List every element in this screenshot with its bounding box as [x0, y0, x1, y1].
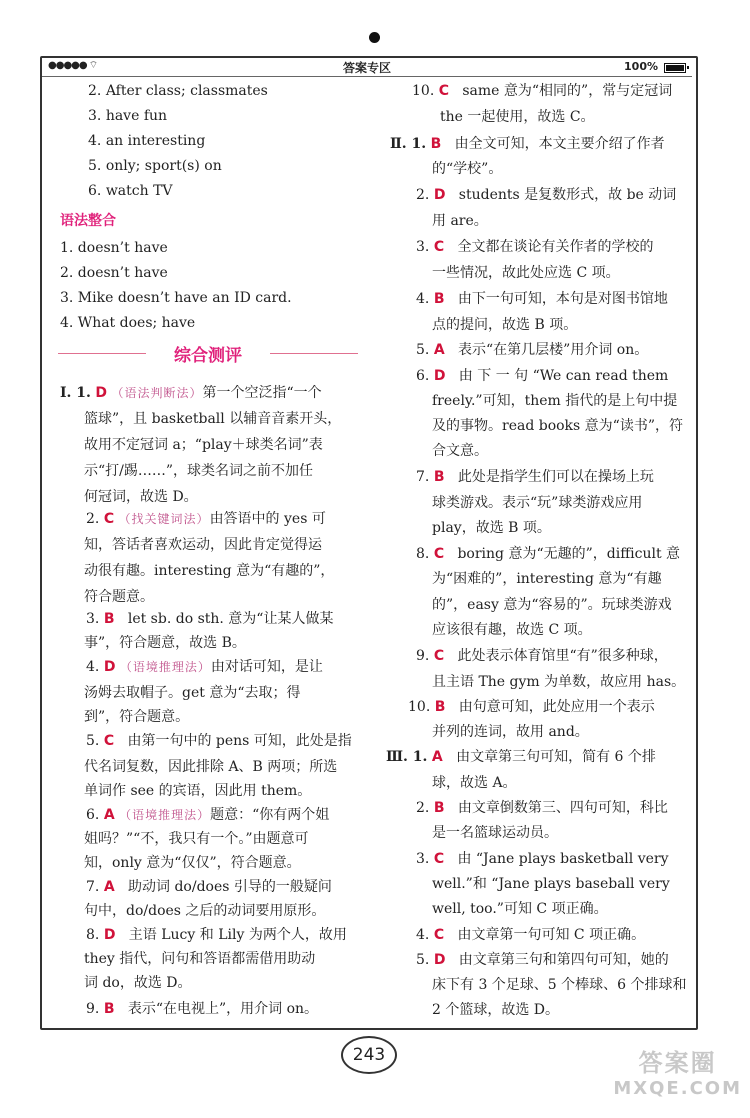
answer-item: 5. D 由文章第三句和第四句可知，她的 [416, 952, 669, 968]
answer-line: the 一起使用，故选 C。 [440, 109, 595, 125]
answer-item: 4. C 由文章第一句可知 C 项正确。 [416, 927, 646, 943]
answer-item: 9. C 此处表示体育馆里“有”很多种球， [416, 648, 668, 664]
answer-line: 合文意。 [432, 443, 488, 459]
answer-line: 知，答话者喜欢运动，因此肯定觉得运 [84, 537, 322, 553]
answer-line: 2 个篮球，故选 D。 [432, 1002, 560, 1018]
answer-line: 且主语 The gym 为单数，故应用 has。 [432, 674, 686, 690]
answer-item: 3. C 由 “Jane plays basketball very [416, 851, 669, 867]
answer-line: 应该很有趣，故选 C 项。 [432, 622, 592, 638]
battery-tip [687, 66, 689, 69]
answer-line: 词 do，故选 D。 [84, 975, 192, 991]
answer-line: 球类游戏。表示“玩”球类游戏应用 [432, 495, 643, 511]
answer-line: 代名词复数，因此排除 A、B 两项；所选 [84, 759, 338, 775]
status-title: 答案专区 [342, 61, 391, 75]
answer-line: 动很有趣。interesting 意为“有趣的”， [84, 563, 335, 579]
list-item: 3. have fun [88, 108, 168, 124]
list-item: 4. What does; have [60, 315, 196, 331]
answer-line: play，故选 B 项。 [432, 520, 551, 536]
answer-item: 2. B 由文章倒数第三、四句可知，科比 [416, 800, 668, 816]
answer-line: well.”和 “Jane plays baseball very [432, 876, 670, 892]
answer-item: 2. C （找关键词法）由答语中的 yes 可 [86, 511, 326, 527]
battery-icon [664, 63, 686, 73]
answer-item: 6. A （语境推理法）题意：“你有两个姐 [86, 807, 330, 823]
answer-item: 7. B 此处是指学生们可以在操场上玩 [416, 469, 654, 485]
list-item: 4. an interesting [88, 133, 206, 149]
answer-item: 9. B 表示“在电视上”，用介词 on。 [86, 1001, 319, 1017]
answer-item: 2. D students 是复数形式，故 be 动词 [416, 187, 677, 203]
section-title: 综合测评 [58, 339, 358, 369]
answer-line: 到”，符合题意。 [84, 709, 190, 725]
answer-item: Ⅲ. 1. A 由文章第三句可知，简有 6 个排 [386, 749, 656, 765]
battery-percent: 100% [624, 60, 658, 73]
answer-line: 床下有 3 个足球、5 个棒球、6 个排球和 [432, 977, 687, 993]
answer-item: 7. A 助动词 do/does 引导的一般疑问 [86, 879, 332, 895]
answer-line: 篮球”，且 basketball 以辅音音素开头， [84, 411, 342, 427]
signal-icon: ●●●●● ⌔ [48, 60, 98, 71]
watermark: 答案圈 MXQE.COM [613, 1049, 742, 1099]
answer-line: well, too.”可知 C 项正确。 [432, 901, 608, 917]
list-item: 1. doesn’t have [60, 240, 168, 256]
answer-line: 示“打/踢……”，球类名词之前不加任 [84, 463, 314, 479]
list-item: 3. Mike doesn’t have an ID card. [60, 290, 292, 306]
answer-line: 的“学校”。 [432, 161, 503, 177]
list-item: 2. doesn’t have [60, 265, 168, 281]
answer-item: 8. D 主语 Lucy 和 Lily 为两个人，故用 [86, 927, 347, 943]
answer-line: freely.”可知，them 指代的是上句中提 [432, 393, 678, 409]
grammar-title: 语法整合 [60, 213, 116, 229]
answer-line: 事”，符合题意，故选 B。 [84, 635, 246, 651]
answer-item: Ⅰ. 1. D （语法判断法）第一个空泛指“一个 [60, 385, 322, 401]
answer-line: 汤姆去取帽子。get 意为“去取；得 [84, 685, 301, 701]
answer-line: 并列的连词，故用 and。 [432, 724, 589, 740]
answer-line: 句中，do/does 之后的动词要用原形。 [84, 903, 326, 919]
list-item: 2. After class; classmates [88, 83, 268, 99]
answer-item: 4. B 由下一句可知，本句是对图书馆地 [416, 291, 668, 307]
answer-line: 球，故选 A。 [432, 775, 517, 791]
answer-line: 知，only 意为“仅仅”，符合题意。 [84, 855, 301, 871]
answer-line: 点的提问，故选 B 项。 [432, 317, 578, 333]
list-item: 5. only; sport(s) on [88, 158, 222, 174]
answer-item: 10. B 由句意可知，此处应用一个表示 [408, 699, 655, 715]
answer-item: Ⅱ. 1. B 由全文可知，本文主要介绍了作者 [390, 136, 665, 152]
status-bar [42, 58, 692, 77]
answer-line: 何冠词，故选 D。 [84, 489, 198, 505]
answer-item: 5. A 表示“在第几层楼”用介词 on。 [416, 342, 649, 358]
camera-dot [369, 32, 380, 43]
answer-item: 3. C 全文都在谈论有关作者的学校的 [416, 239, 654, 255]
answer-line: they 指代，问句和答语都需借用助动 [84, 951, 316, 967]
answer-item: 8. C boring 意为“无趣的”，difficult 意 [416, 546, 681, 562]
answer-line: 为“困难的”，interesting 意为“有趣 [432, 571, 662, 587]
list-item: 6. watch TV [88, 183, 173, 199]
answer-line: 符合题意。 [84, 589, 154, 605]
answer-item: 6. D 由 下 一 句 “We can read them [416, 368, 669, 384]
answer-line: 姐吗？”“不，我只有一个。”由题意可 [84, 831, 309, 847]
answer-line: 一些情况，故此处应选 C 项。 [432, 265, 620, 281]
answer-item: 10. C same 意为“相同的”，常与定冠词 [412, 83, 673, 99]
answer-line: 的”，easy 意为“容易的”。玩球类游戏 [432, 597, 672, 613]
answer-line: 故用不定冠词 a；“play＋球类名词”表 [84, 437, 323, 453]
answer-line: 及的事物。read books 意为“读书”，符 [432, 418, 683, 434]
answer-item: 3. B let sb. do sth. 意为“让某人做某 [86, 611, 334, 627]
answer-line: 是一名篮球运动员。 [432, 825, 558, 841]
answer-line: 用 are。 [432, 213, 488, 229]
answer-item: 4. D （语境推理法）由对话可知，是让 [86, 659, 323, 675]
page-number: 243 [341, 1036, 397, 1074]
answer-item: 5. C 由第一句中的 pens 可知，此处是指 [86, 733, 352, 749]
answer-line: 单词作 see 的宾语，因此用 them。 [84, 783, 312, 799]
